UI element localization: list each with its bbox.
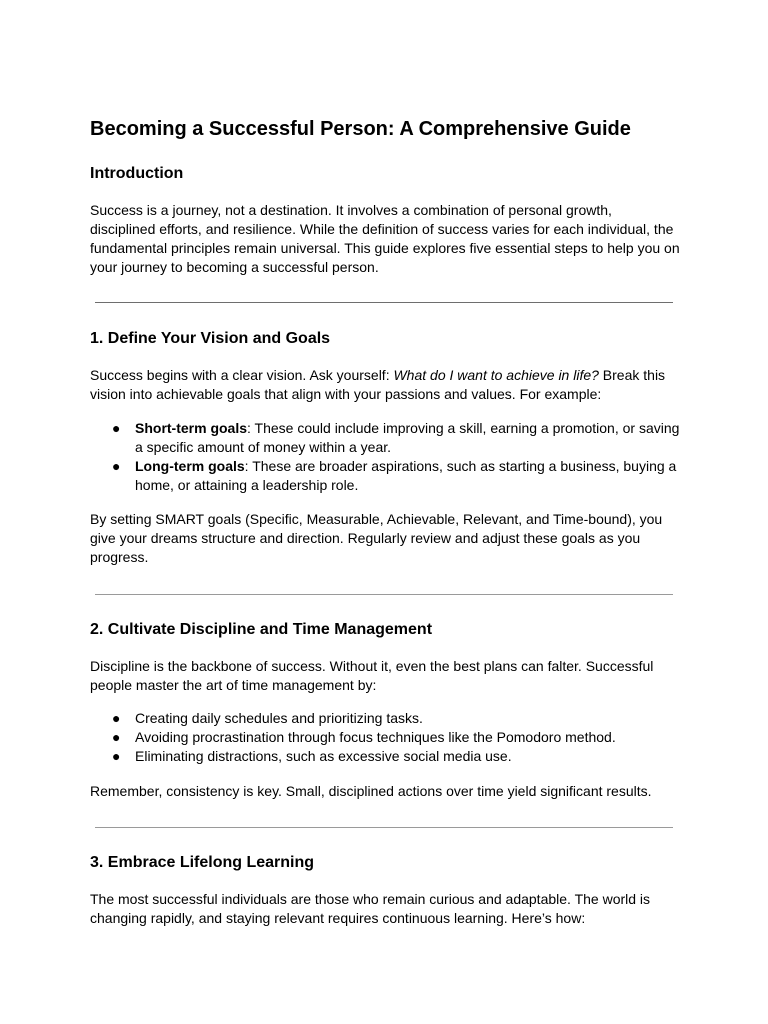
section1-paragraph-1: Success begins with a clear vision. Ask yourself: What do I want to achieve in life? Break this vision into achievable goals that align with your passions and values. For example:: [90, 367, 666, 402]
section1-goal-list: [90, 419, 680, 495]
section2-list: [90, 709, 680, 766]
bullet-icon: ●: [112, 458, 121, 474]
intro-heading: Introduction: [90, 165, 184, 182]
list-item: ● Long-term goals: These are broader aspirations, such as starting a business, buying a home, or attaining a leadership role.: [112, 458, 677, 493]
list-item: ● Avoiding procrastination through focus techniques like the Pomodoro method.: [112, 729, 616, 745]
bullet-icon: ●: [112, 710, 121, 726]
section2-paragraph-2: Remember, consistency is key. Small, disciplined actions over time yield significant results.: [90, 783, 652, 799]
section1-heading: 1. Define Your Vision and Goals: [90, 330, 331, 347]
section1-paragraph-2: By setting SMART goals (Specific, Measurable, Achievable, Relevant, and Time-bound), you give your dreams structure and direction. Regularly review and adjust these goals as you progress.: [90, 511, 663, 565]
list-item: ● Short-term goals: These could include improving a skill, earning a promotion, or saving a specific amount of money within a year.: [112, 420, 680, 455]
section3-paragraph-1: The most successful individuals are those who remain curious and adaptable. The world is changing rapidly, and staying relevant requires continuous learning. Here’s how:: [90, 891, 651, 926]
list-item: ● Eliminating distractions, such as excessive social media use.: [112, 748, 512, 764]
section3-heading: 3. Embrace Lifelong Learning: [90, 854, 315, 871]
section-divider: [95, 594, 673, 595]
document-title: Becoming a Successful Person: A Comprehensive Guide: [90, 118, 631, 140]
bullet-icon: ●: [112, 748, 121, 764]
section1-question: What do I want to achieve in life?: [393, 367, 599, 383]
bullet-icon: ●: [112, 729, 121, 745]
section-divider: [95, 827, 673, 828]
intro-paragraph: Success is a journey, not a destination. It involves a combination of personal growth, disciplined efforts, and resilience. While the definition of success varies for each individual, the fundamental principles remain universal. This guide explores five essential steps to help you on your journey to becoming a successful person.: [90, 202, 680, 275]
section-divider: [95, 302, 673, 303]
list-item: ● Creating daily schedules and prioritizing tasks.: [112, 710, 423, 726]
bullet-icon: ●: [112, 420, 121, 436]
section2-paragraph-1: Discipline is the backbone of success. Without it, even the best plans can falter. Successful people master the art of time management by:: [90, 658, 654, 693]
section2-heading: 2. Cultivate Discipline and Time Management: [90, 621, 433, 638]
